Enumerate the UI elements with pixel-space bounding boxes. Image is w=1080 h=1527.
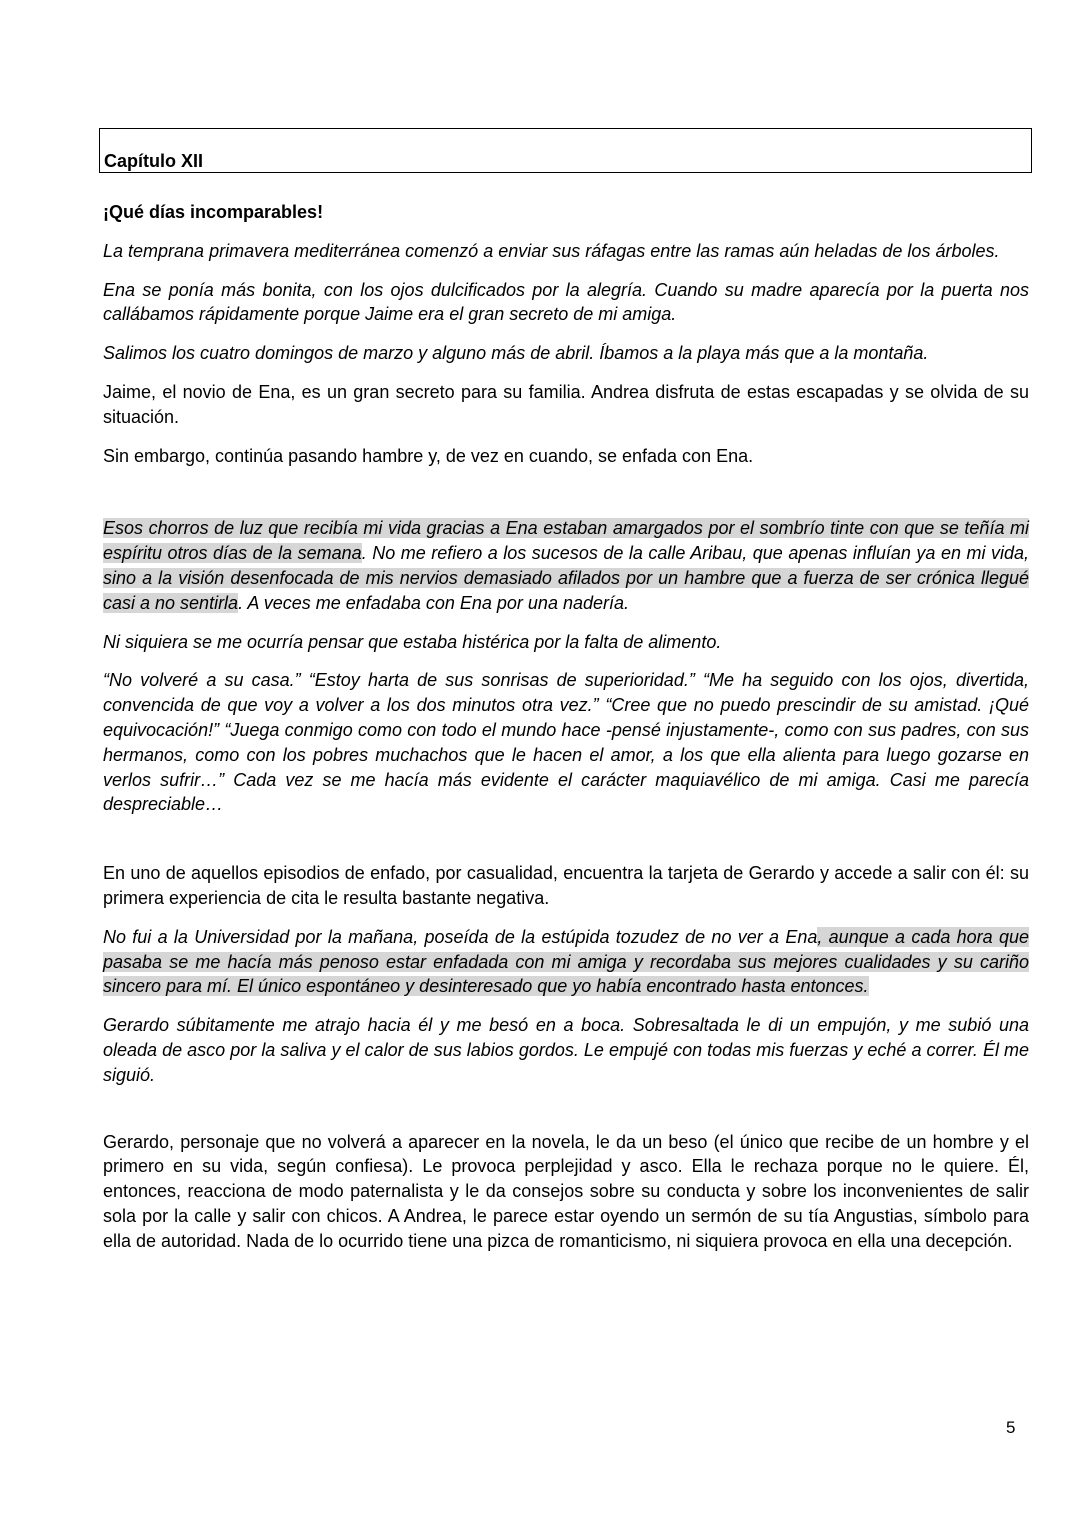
quote-paragraph: “No volveré a su casa.” “Estoy harta de sus sonrisas de superioridad.” “Me ha seguido con los ojos, divertida, convencida de que voy a volver a los dos minutos otra vez.” “Cree que no puedo prescindir de su amistad. ¡Qué equivocación!” “Juega conmigo como con todo el mundo hace -pensé injustamente-, como con sus padres, con sus hermanos, como con los pobres muchachos que le hacen el amor, a los que ella alienta para luego gozarse en verlos sufrir…” Cada vez se me hacía más evidente el carácter maquiavélico de mi amiga. Casi me parecía despreciable… (103, 670, 1029, 815)
highlighted-text: , aunque a cada hora que pasaba se me hacía más penoso estar enfadada con mi amiga y recordaba sus mejores cualidades y su cariño sincero para mí. El único espontáneo y desinteresado que yo había encontrado hasta entonces. (103, 926, 1029, 997)
summary-paragraph: Gerardo, personaje que no volverá a aparecer en la novela, le da un beso (el único que recibe de un hombre y el primero en su vida, según confiesa). Le provoca perplejidad y asco. Ella le rechaza porque no le quiere. Él, entonces, reacciona de modo paternalista y le da consejos sobre su conducta y sobre los inconvenientes de salir sola por la calle y salir con chicos. A Andrea, le parece estar oyendo un sermón de su tía Angustias, símbolo para ella de autoridad. Nada de lo ocurrido tiene una pizca de romanticismo, ni siquiera provoca en ella una decepción. (103, 1131, 1029, 1251)
quote-text: . A veces me enfadaba con Ena por una nadería. (238, 592, 630, 613)
quote-paragraph: Salimos los cuatro domingos de marzo y alguno más de abril. Íbamos a la playa más que a la montaña. (103, 343, 929, 364)
chapter-header-box (99, 128, 1032, 173)
quote-paragraph: Ni siquiera se me ocurría pensar que estaba histérica por la falta de alimento. (103, 631, 722, 652)
quote-paragraph: La temprana primavera mediterránea comenzó a enviar sus ráfagas entre las ramas aún heladas de los árboles. (103, 240, 1000, 261)
quote-paragraph (103, 925, 1029, 999)
spacer (103, 1102, 1029, 1130)
summary-paragraph: Jaime, el novio de Ena, es un gran secreto para su familia. Andrea disfruta de estas escapadas y se olvida de su situación. (103, 381, 1029, 427)
highlighted-text: Esos chorros de luz que recibía mi vida gracias a Ena estaban amargados por el sombrío tinte con que se teñía mi espíritu otros días de la semana (103, 518, 1029, 564)
summary-paragraph: Sin embargo, continúa pasando hambre y, de vez en cuando, se enfada con Ena. (103, 445, 754, 466)
quote-text: No fui a la Universidad por la mañana, poseída de la estúpida tozudez de no ver a Ena (103, 926, 818, 947)
quote-paragraph: Ena se ponía más bonita, con los ojos dulcificados por la alegría. Cuando su madre aparecía por la puerta nos callábamos rápidamente porque Jaime era el gran secreto de mi amiga. (103, 279, 1029, 325)
summary-paragraph: En uno de aquellos episodios de enfado, por casualidad, encuentra la tarjeta de Gerardo y accede a salir con él: su primera experiencia de cita le resulta bastante negativa. (103, 863, 1029, 908)
quote-paragraph (103, 516, 1029, 615)
section-subtitle: ¡Qué días incomparables! (103, 202, 324, 222)
chapter-title: Capítulo XII (104, 151, 203, 171)
spacer (103, 482, 1029, 516)
spacer (103, 831, 1029, 861)
page-number: 5 (1006, 1418, 1016, 1437)
page-content (103, 200, 1029, 1268)
quote-text: . No me refiero a los sucesos de la calle Aribau, que apenas influían ya en mi vida, (361, 543, 1030, 564)
highlighted-text: sino a la visión desenfocada de mis nervios demasiado afilados por un hambre que a fuerza de ser crónica llegué casi a no sentirla (103, 567, 1029, 613)
quote-paragraph: Gerardo súbitamente me atrajo hacia él y me besó en a boca. Sobresaltada le di un empujón, y me subió una oleada de asco por la saliva y el calor de sus labios gordos. Le empujé con todas mis fuerzas y eché a correr. Él me siguió. (103, 1015, 1029, 1085)
